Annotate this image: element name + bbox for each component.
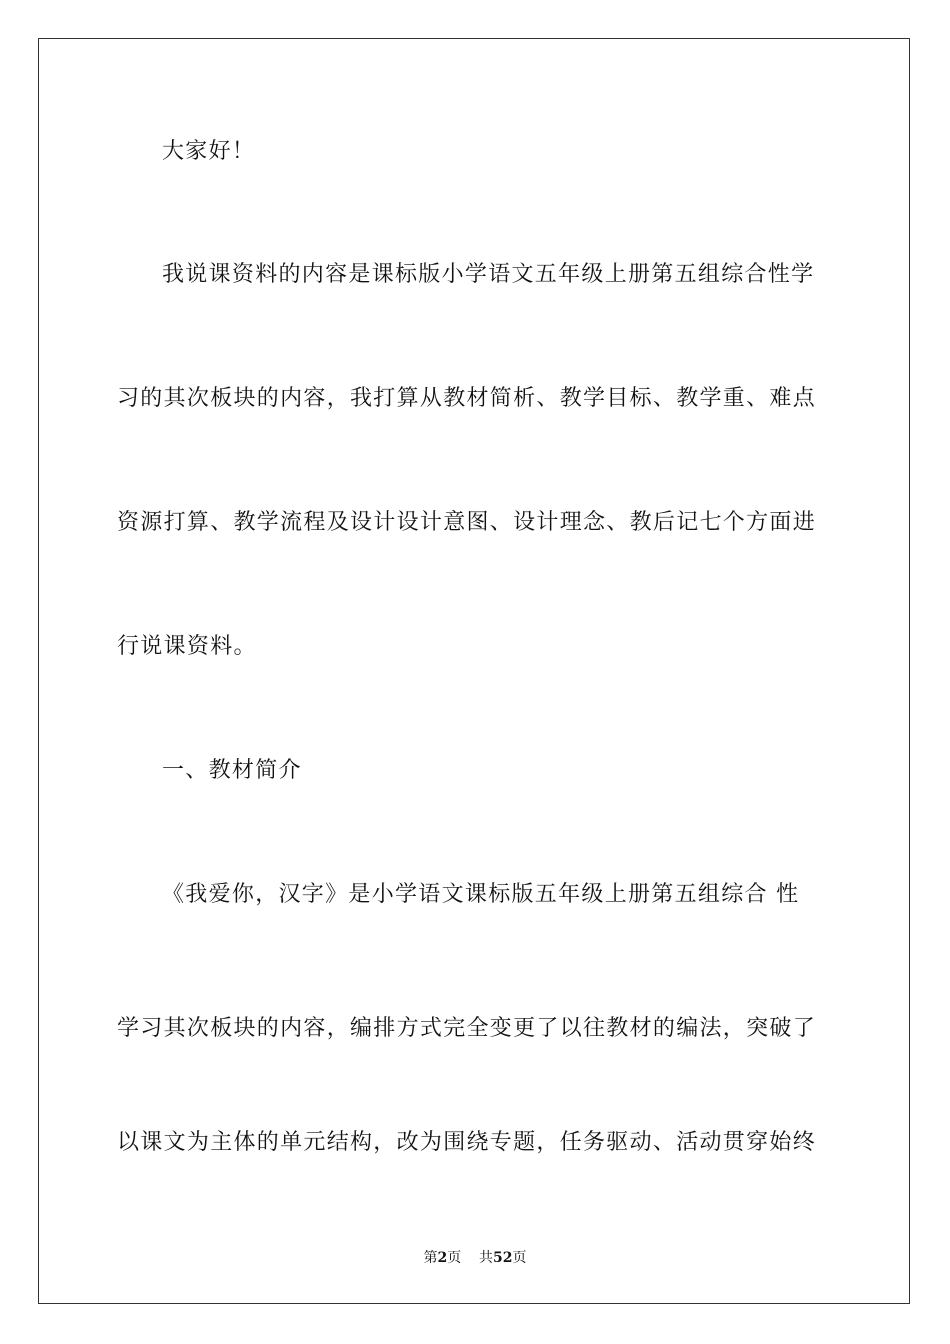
- total-prefix: 共: [479, 1250, 494, 1266]
- page-suffix: 页: [447, 1250, 462, 1266]
- paragraph-line: 习的其次板块的内容，我打算从教材简析、教学目标、教学重、难点: [117, 386, 817, 411]
- page-border: [38, 38, 910, 1304]
- total-pages: 52: [493, 1250, 513, 1266]
- page-footer: [0, 1248, 950, 1268]
- paragraph-line: 我说课资料的内容是课标版小学语文五年级上册第五组综合性学: [162, 262, 815, 287]
- paragraph-line: 《我爱你，汉字》是小学语文课标版五年级上册第五组综合 性: [162, 882, 800, 907]
- section-heading: 一、教材简介: [162, 758, 302, 783]
- page-number: 2: [437, 1250, 448, 1266]
- total-suffix: 页: [512, 1250, 527, 1266]
- greeting-line: 大家好！: [162, 139, 256, 164]
- paragraph-line: 资源打算、教学流程及设计设计意图、设计理念、教后记七个方面进: [117, 510, 817, 535]
- paragraph-line: 行说课资料。: [117, 634, 257, 659]
- page-prefix: 第: [423, 1250, 438, 1266]
- paragraph-line: 学习其次板块的内容，编排方式完全变更了以往教材的编法，突破了: [117, 1016, 817, 1041]
- paragraph-line: 以课文为主体的单元结构，改为围绕专题，任务驱动、活动贯穿始终: [117, 1130, 817, 1155]
